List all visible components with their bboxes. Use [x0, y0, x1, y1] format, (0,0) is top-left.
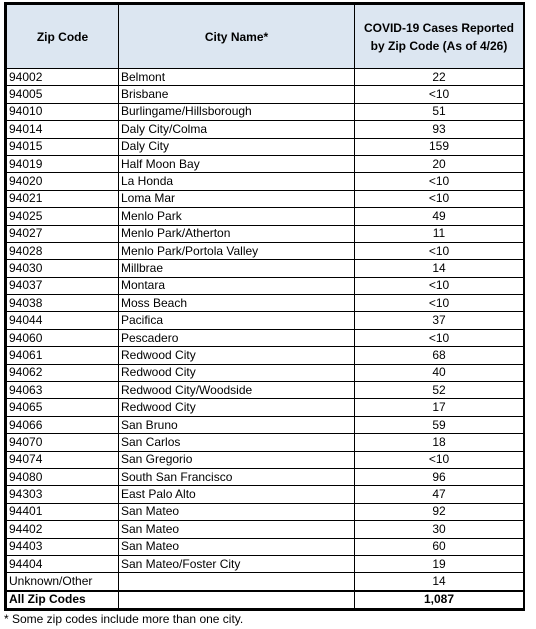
table-row [7, 521, 524, 538]
cases-cell: 37 [355, 312, 524, 329]
cases-cell: 14 [355, 260, 524, 277]
city-name-header: City Name* [119, 5, 355, 69]
city-name-cell: East Palo Alto [119, 486, 355, 503]
city-name-cell: Loma Mar [119, 190, 355, 207]
covid-cases-table [6, 4, 524, 609]
zip-code-cell: 94002 [7, 69, 119, 86]
table-row [7, 347, 524, 364]
cases-cell: 14 [355, 573, 524, 591]
cases-cell: 11 [355, 225, 524, 242]
cases-cell: <10 [355, 451, 524, 468]
table-row [7, 173, 524, 190]
cases-cell: 92 [355, 503, 524, 520]
city-name-cell: San Mateo/Foster City [119, 555, 355, 572]
table-header-row [7, 5, 524, 69]
cases-cell: <10 [355, 86, 524, 103]
table-row [7, 260, 524, 277]
city-name-cell: Redwood City [119, 399, 355, 416]
zip-code-cell: 94019 [7, 155, 119, 172]
city-name-cell: Pacifica [119, 312, 355, 329]
city-name-cell: Millbrae [119, 260, 355, 277]
city-name-cell: Brisbane [119, 86, 355, 103]
table-row [7, 69, 524, 86]
city-name-cell: Menlo Park/Portola Valley [119, 242, 355, 259]
total-city [119, 591, 355, 609]
zip-code-cell: 94010 [7, 103, 119, 120]
cases-cell: 30 [355, 521, 524, 538]
table-row [7, 329, 524, 346]
table-row [7, 416, 524, 433]
total-cases: 1,087 [355, 591, 524, 609]
zip-code-cell: 94063 [7, 382, 119, 399]
zip-code-cell: 94030 [7, 260, 119, 277]
cases-cell: <10 [355, 295, 524, 312]
zip-code-cell: 94038 [7, 295, 119, 312]
table-row [7, 573, 524, 591]
table-row [7, 138, 524, 155]
table-row [7, 225, 524, 242]
cases-cell: 49 [355, 208, 524, 225]
zip-code-cell: 94037 [7, 277, 119, 294]
zip-code-cell: 94062 [7, 364, 119, 381]
zip-code-cell: 94005 [7, 86, 119, 103]
cases-cell: <10 [355, 173, 524, 190]
table-row [7, 103, 524, 120]
city-name-cell: Daly City/Colma [119, 121, 355, 138]
table-row [7, 86, 524, 103]
total-label: All Zip Codes [7, 591, 119, 609]
city-name-cell: Pescadero [119, 329, 355, 346]
zip-code-cell: 94021 [7, 190, 119, 207]
table-row [7, 382, 524, 399]
zip-code-cell: 94066 [7, 416, 119, 433]
city-name-cell: Redwood City [119, 347, 355, 364]
cases-cell: 52 [355, 382, 524, 399]
table-row [7, 434, 524, 451]
table-row [7, 364, 524, 381]
cases-cell: <10 [355, 242, 524, 259]
zip-code-cell: 94404 [7, 555, 119, 572]
table-row [7, 486, 524, 503]
cases-cell: 40 [355, 364, 524, 381]
cases-cell: 60 [355, 538, 524, 555]
zip-code-cell: 94044 [7, 312, 119, 329]
cases-cell: 17 [355, 399, 524, 416]
city-name-cell: San Mateo [119, 503, 355, 520]
table-row [7, 277, 524, 294]
cases-cell: 68 [355, 347, 524, 364]
cases-cell: 159 [355, 138, 524, 155]
cases-cell: 19 [355, 555, 524, 572]
cases-header: COVID-19 Cases Reported by Zip Code (As of 4/26) [355, 5, 524, 69]
table-row [7, 295, 524, 312]
city-name-cell: San Mateo [119, 538, 355, 555]
total-row [7, 591, 524, 609]
cases-cell: 96 [355, 468, 524, 485]
cases-cell: 47 [355, 486, 524, 503]
city-name-cell: Daly City [119, 138, 355, 155]
footnote: * Some zip codes include more than one city. [4, 612, 244, 626]
zip-code-cell: 94303 [7, 486, 119, 503]
zip-code-cell: 94403 [7, 538, 119, 555]
city-name-cell: Belmont [119, 69, 355, 86]
cases-cell: 18 [355, 434, 524, 451]
cases-cell: 22 [355, 69, 524, 86]
zip-code-cell: 94015 [7, 138, 119, 155]
city-name-cell: Menlo Park/Atherton [119, 225, 355, 242]
zip-code-cell: Unknown/Other [7, 573, 119, 591]
zip-code-cell: 94401 [7, 503, 119, 520]
zip-code-header: Zip Code [7, 5, 119, 69]
city-name-cell: La Honda [119, 173, 355, 190]
city-name-cell: South San Francisco [119, 468, 355, 485]
cases-cell: <10 [355, 190, 524, 207]
city-name-cell: San Bruno [119, 416, 355, 433]
zip-code-cell: 94080 [7, 468, 119, 485]
city-name-cell: Redwood City/Woodside [119, 382, 355, 399]
zip-code-cell: 94402 [7, 521, 119, 538]
zip-code-cell: 94014 [7, 121, 119, 138]
city-name-cell: San Carlos [119, 434, 355, 451]
cases-cell: <10 [355, 329, 524, 346]
cases-cell: 59 [355, 416, 524, 433]
table-row [7, 208, 524, 225]
zip-code-cell: 94020 [7, 173, 119, 190]
city-name-cell: Menlo Park [119, 208, 355, 225]
zip-code-cell: 94027 [7, 225, 119, 242]
zip-code-cell: 94060 [7, 329, 119, 346]
city-name-cell: Burlingame/Hillsborough [119, 103, 355, 120]
table-row [7, 190, 524, 207]
city-name-cell: Half Moon Bay [119, 155, 355, 172]
table-row [7, 451, 524, 468]
zip-code-cell: 94028 [7, 242, 119, 259]
table-body [7, 69, 524, 591]
zip-code-cell: 94070 [7, 434, 119, 451]
city-name-cell: San Mateo [119, 521, 355, 538]
cases-cell: 93 [355, 121, 524, 138]
cases-cell: <10 [355, 277, 524, 294]
table-row [7, 503, 524, 520]
zip-code-cell: 94025 [7, 208, 119, 225]
table-row [7, 155, 524, 172]
table-row [7, 555, 524, 572]
table-row [7, 242, 524, 259]
table-row [7, 399, 524, 416]
covid-cases-table-frame [4, 2, 525, 611]
city-name-cell: San Gregorio [119, 451, 355, 468]
table-row [7, 468, 524, 485]
zip-code-cell: 94061 [7, 347, 119, 364]
table-row [7, 312, 524, 329]
zip-code-cell: 94065 [7, 399, 119, 416]
cases-cell: 51 [355, 103, 524, 120]
zip-code-cell: 94074 [7, 451, 119, 468]
city-name-cell: Moss Beach [119, 295, 355, 312]
table-row [7, 121, 524, 138]
city-name-cell [119, 573, 355, 591]
table-row [7, 538, 524, 555]
city-name-cell: Redwood City [119, 364, 355, 381]
city-name-cell: Montara [119, 277, 355, 294]
cases-cell: 20 [355, 155, 524, 172]
